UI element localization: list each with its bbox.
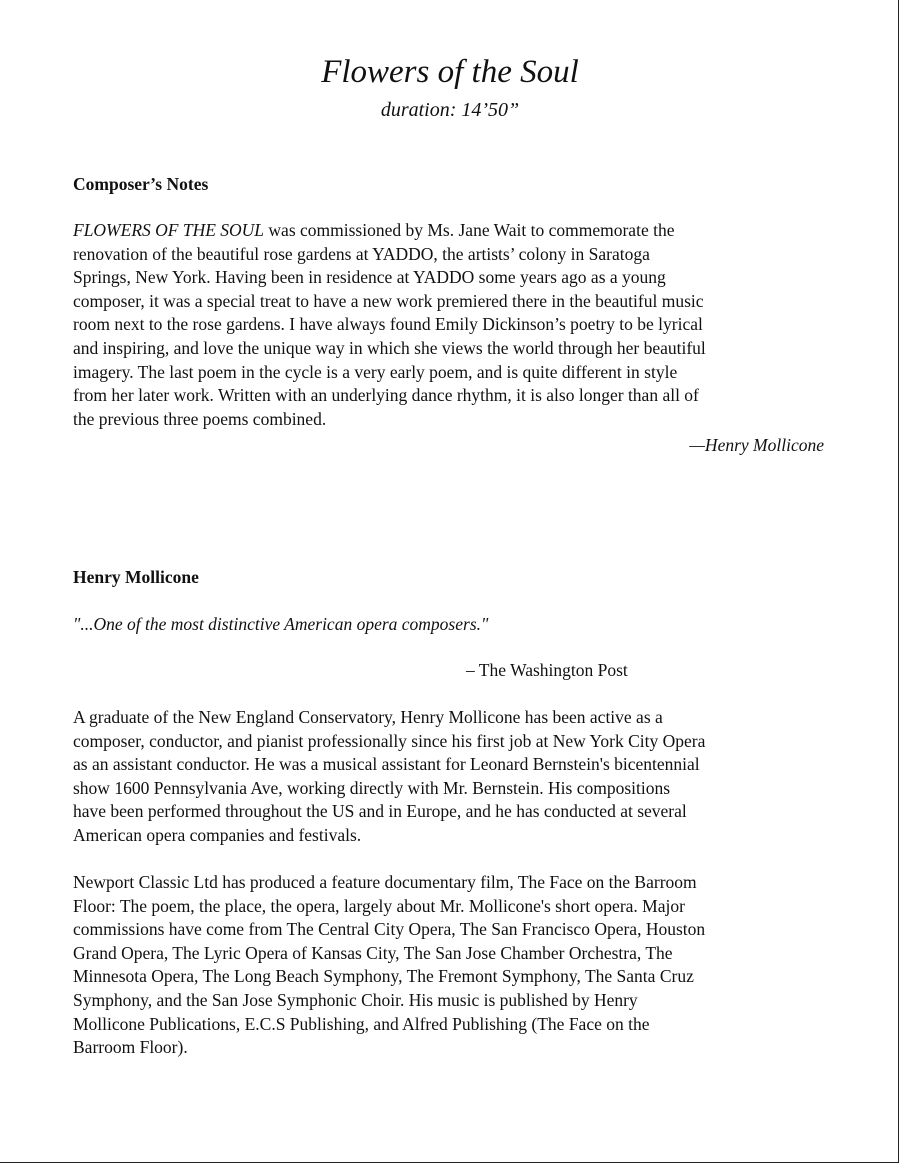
press-quote-source: – The Washington Post bbox=[466, 660, 628, 680]
composer-notes-paragraph bbox=[73, 219, 833, 431]
composer-signature: —Henry Mollicone bbox=[689, 435, 824, 455]
work-title-lead: FLOWERS OF THE SOUL bbox=[73, 220, 265, 240]
biography-heading: Henry Mollicone bbox=[73, 567, 199, 587]
composer-notes-heading: Composer’s Notes bbox=[73, 174, 209, 194]
page-title: Flowers of the Soul bbox=[321, 54, 579, 90]
composer-notes-body: was commissioned by Ms. Jane Wait to commemorate the renovation of the beautiful rose gardens at YADDO, the artists’ colony in Saratoga Springs, New York. Having been in residence at YADDO some years ago as a young composer, it was a special treat to have a new work premiered there in the beautiful music room next to the rose gardens. I have always found Emily Dickinson’s poetry to be lyrical and inspiring, and love the unique way in which she views the world through her beautiful imagery. The last poem in the cycle is a very early poem, and is quite different in style from her later work. Written with an underlying dance rhythm, it is also longer than all of the previous three poems combined. bbox=[73, 220, 706, 429]
biography-paragraph-2: Newport Classic Ltd has produced a feature documentary film, The Face on the Barroom Floor: The poem, the place, the opera, largely about Mr. Mollicone's short opera. Major commissions have come from The Central City Opera, The San Francisco Opera, Houston Grand Opera, The Lyric Opera of Kansas City, The San Jose Chamber Orchestra, The Minnesota Opera, The Long Beach Symphony, The Fremont Symphony, The Santa Cruz Symphony, and the San Jose Symphonic Choir. His music is published by Henry Mollicone Publications, E.C.S Publishing, and Alfred Publishing (The Face on the Barroom Floor). bbox=[73, 872, 706, 1058]
biography-paragraph-1: A graduate of the New England Conservatory, Henry Mollicone has been active as a composer, conductor, and pianist professionally since his first job at New York City Opera as an assistant conductor. He was a musical assistant for Leonard Bernstein's bicentennial show 1600 Pennsylvania Ave, working directly with Mr. Bernstein. His compositions have been performed throughout the US and in Europe, and he has conducted at several American opera companies and festivals. bbox=[73, 707, 706, 845]
duration-subtitle: duration: 14’50” bbox=[380, 99, 520, 121]
press-quote: "...One of the most distinctive American opera composers." bbox=[73, 614, 489, 634]
